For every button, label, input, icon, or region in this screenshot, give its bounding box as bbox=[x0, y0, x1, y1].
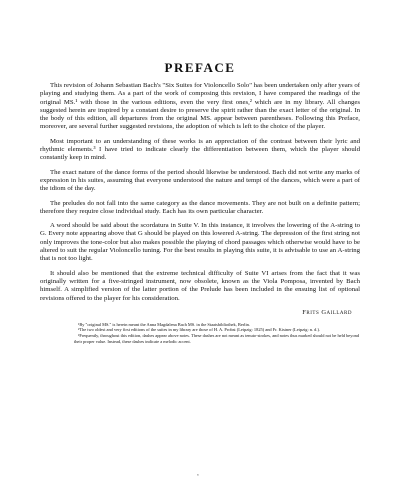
page-number: v bbox=[197, 472, 199, 477]
paragraph-6: It should also be mentioned that the extreme technical difficulty of Suite VI arises from the fact that it was originally written for a five-stringed instrument, now obsolete, known as the Viola Pomposa, invented by Bach himself. A simplified version of the latter portion of the Prelude has been included in the ensuing list of optional revisions offered to the player for his consideration. bbox=[40, 269, 360, 302]
author-signature: Frits Gaillard bbox=[302, 308, 352, 316]
page-title: PREFACE bbox=[164, 60, 236, 75]
footnote-1: ¹By "original MS." is herein meant the Anna Magdalena Bach MS. in the Staatsbibliothek, Berlin. bbox=[78, 321, 250, 327]
footnotes bbox=[40, 322, 360, 344]
footnote-2: ²The two oldest and very first editions of the suites in my library are those of H. A. Probst (Leipzig: 1825) and Fr. Kistner (Leipzig: n. d.). bbox=[78, 327, 321, 333]
paragraph-3: The exact nature of the dance forms of the period should likewise be understood. Bach did not write any marks of expression in his suites, assuming that everyone understood the nature and tempi of the dances, which were a part of the idiom of the day. bbox=[40, 168, 360, 193]
footnote-3: ³Frequently, throughout this edition, dashes appear above notes. These dashes are not meant as tenuto-strokes, and notes thus marked should not be held beyond their proper value. Instead, these dashes indicate a melodic accent. bbox=[74, 333, 360, 344]
paragraph-1: This revision of Johann Sebastian Bach's "Six Suites for Violoncello Solo" has been undertaken only after years of playing and studying them. As a part of the work of composing this revision, I have compared the readings of the original MS.¹ with those in the various editions, even the very first ones,² which are in my library. All changes suggested herein are inspired by a constant desire to preserve the spirit rather than the exact letter of the original. In the body of this edition, all departures from the original MS. appear between parentheses. Following this Preface, moreover, are several further suggested revisions, the adoption of which is left to the choice of the player. bbox=[40, 82, 360, 131]
paragraph-2: Most important to an understanding of these works is an appreciation of the contrast between their lyric and rhythmic elements.³ I have tried to indicate clearly the differentiation between them, which the player should constantly keep in mind. bbox=[40, 137, 360, 162]
preface-page bbox=[40, 60, 360, 344]
paragraph-5: A word should be said about the scordatura in Suite V. In this instance, it involves the lowering of the A-string to G. Every note appearing above that G should be played on this lowered A-string. The depression of the first string not only improves the tone-color but also makes possible the playing of chord passages which otherwise would have to be altered to suit the regular Violoncello tuning. For the best results in playing this suite, it is advisable to use an A-string that is not too light. bbox=[40, 222, 360, 263]
paragraph-4: The preludes do not fall into the same category as the dance movements. They are not built on a definite pattern; therefore they require close individual study. Each has its own particular character. bbox=[40, 199, 360, 215]
